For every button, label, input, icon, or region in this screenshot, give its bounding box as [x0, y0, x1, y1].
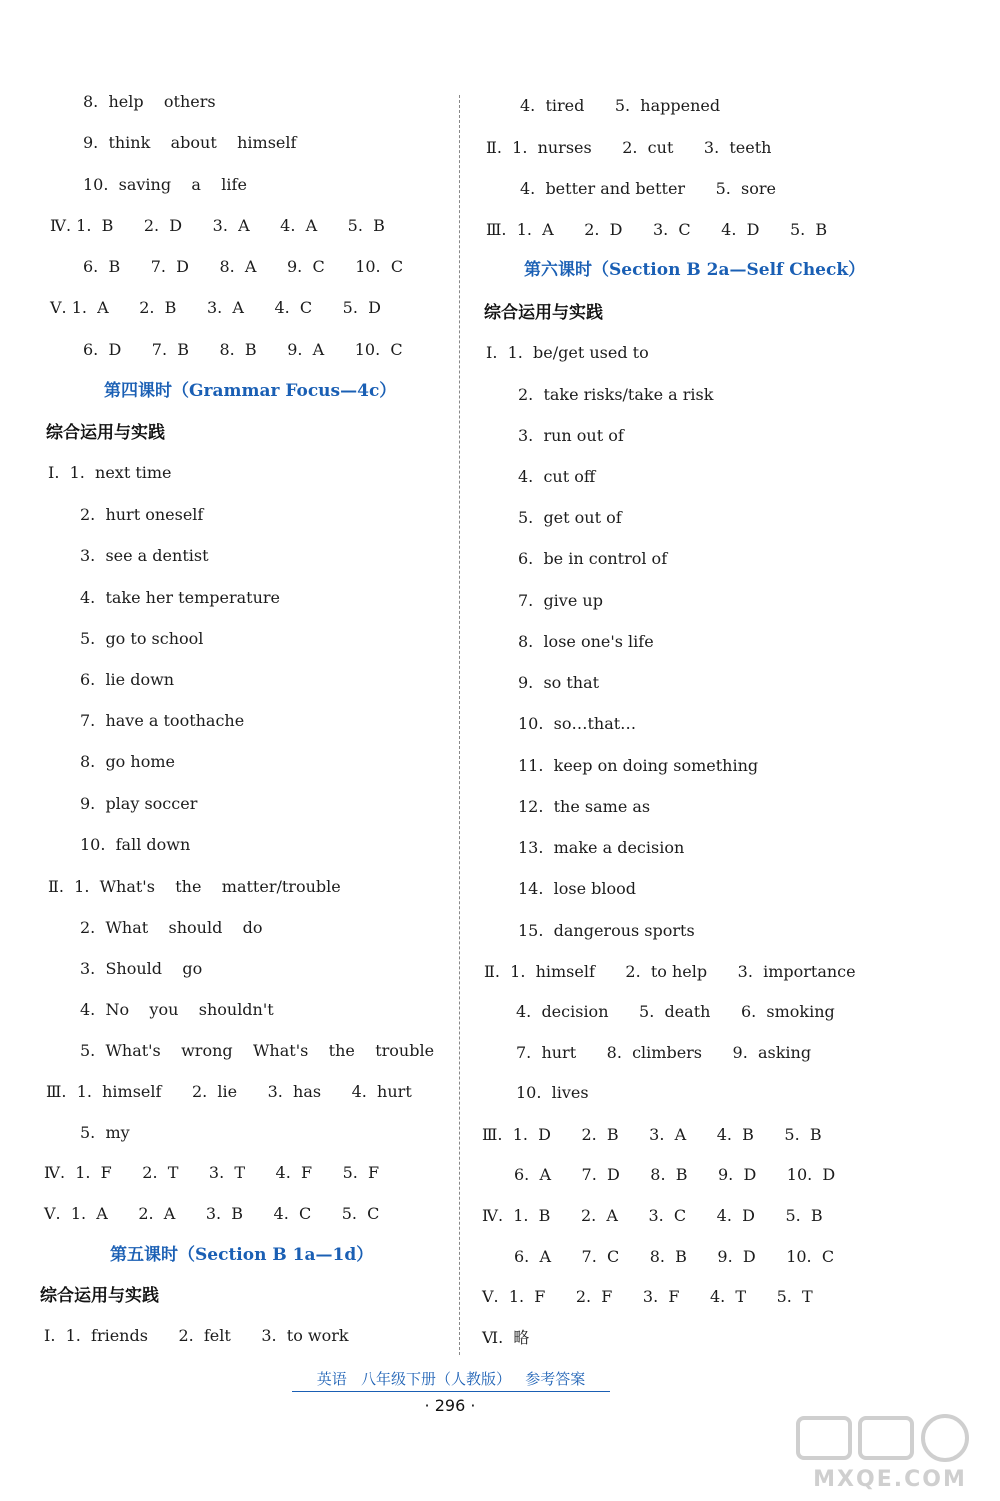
answer-line: Ⅴ. 1. A 2. B 3. A 4. C 5. D	[50, 298, 381, 317]
answer-line: Ⅱ. 1. What's the matter/trouble	[48, 877, 341, 896]
answer-line: Ⅱ. 1. nurses 2. cut 3. teeth	[486, 138, 772, 157]
answer-line: 13. make a decision	[518, 838, 685, 857]
answer-line: 3. Should go	[80, 959, 203, 978]
answer-line: 5. get out of	[518, 508, 622, 527]
answer-line: 8. help others	[83, 92, 216, 111]
answer-line: Ⅲ. 1. A 2. D 3. C 4. D 5. B	[486, 220, 828, 239]
answer-line: 14. lose blood	[518, 879, 636, 898]
subsection-heading: 综合运用与实践	[484, 303, 603, 323]
answer-line: 6. be in control of	[518, 549, 668, 568]
answer-line: 10. fall down	[80, 835, 191, 854]
answer-line: 2. What should do	[80, 918, 263, 937]
svg-text:MXQE.COM: MXQE.COM	[813, 1467, 967, 1492]
answer-line: 2. take risks/take a risk	[518, 385, 714, 404]
section-heading: 第六课时（Section B 2a—Self Check）	[524, 260, 866, 280]
section-heading: 第五课时（Section B 1a—1d）	[110, 1245, 374, 1265]
answer-line: 9. so that	[518, 673, 600, 692]
watermark-logo	[790, 1410, 990, 1495]
answer-line: 10. saving a life	[83, 175, 247, 194]
column-divider	[459, 95, 460, 1355]
answer-line: 7. give up	[518, 591, 603, 610]
answer-line: Ⅰ. 1. next time	[48, 463, 172, 482]
answer-line: 8. lose one's life	[518, 632, 654, 651]
answer-line: Ⅰ. 1. be/get used to	[486, 343, 649, 362]
answer-line: 12. the same as	[518, 797, 651, 816]
answer-line: 10. lives	[516, 1083, 589, 1102]
answer-line: 8. go home	[80, 752, 175, 771]
answer-line: 7. have a toothache	[80, 711, 245, 730]
answer-line: 4. tired 5. happened	[520, 96, 721, 115]
answer-line: Ⅲ. 1. D 2. B 3. A 4. B 5. B	[482, 1125, 822, 1144]
answer-line: 5. What's wrong What's the trouble	[80, 1041, 435, 1060]
page-number: · 296 ·	[424, 1396, 476, 1415]
answer-line: 4. decision 5. death 6. smoking	[516, 1002, 835, 1021]
page-footer: 英语 八年级下册（人教版） 参考答案	[292, 1368, 610, 1392]
answer-line: Ⅳ. 1. F 2. T 3. T 4. F 5. F	[44, 1163, 380, 1182]
answer-line: 5. go to school	[80, 629, 204, 648]
answer-line: Ⅳ. 1. B 2. D 3. A 4. A 5. B	[50, 216, 385, 235]
answer-line: 6. B 7. D 8. A 9. C 10. C	[83, 257, 404, 276]
answer-line: 15. dangerous sports	[518, 921, 695, 940]
answer-line: 5. my	[80, 1123, 130, 1142]
answer-line: Ⅱ. 1. himself 2. to help 3. importance	[484, 962, 856, 981]
answer-line: Ⅴ. 1. A 2. A 3. B 4. C 5. C	[44, 1204, 380, 1223]
answer-line: 11. keep on doing something	[518, 756, 759, 775]
subsection-heading: 综合运用与实践	[40, 1286, 159, 1306]
section-heading: 第四课时（Grammar Focus—4c）	[104, 381, 397, 401]
answer-line: 9. think about himself	[83, 133, 297, 152]
answer-line: 2. hurt oneself	[80, 505, 204, 524]
answer-line: Ⅴ. 1. F 2. F 3. F 4. T 5. T	[482, 1287, 813, 1306]
subsection-heading: 综合运用与实践	[46, 423, 165, 443]
answer-line: 6. A 7. C 8. B 9. D 10. C	[514, 1247, 835, 1266]
answer-line: 4. cut off	[518, 467, 596, 486]
answer-line: 4. better and better 5. sore	[520, 179, 776, 198]
answer-line: Ⅳ. 1. B 2. A 3. C 4. D 5. B	[482, 1206, 823, 1225]
answer-line: 3. run out of	[518, 426, 624, 445]
answer-line: 4. No you shouldn't	[80, 1000, 274, 1019]
answer-line: 7. hurt 8. climbers 9. asking	[516, 1043, 812, 1062]
answer-line: 6. A 7. D 8. B 9. D 10. D	[514, 1165, 836, 1184]
answer-line: Ⅵ. 略	[482, 1328, 530, 1347]
answer-line: 9. play soccer	[80, 794, 198, 813]
answer-line: 4. take her temperature	[80, 588, 280, 607]
answer-line: 10. so…that…	[518, 714, 637, 733]
answer-line: 6. lie down	[80, 670, 175, 689]
answer-line: Ⅲ. 1. himself 2. lie 3. has 4. hurt	[46, 1082, 412, 1101]
answer-line: 3. see a dentist	[80, 546, 209, 565]
answer-line: Ⅰ. 1. friends 2. felt 3. to work	[44, 1326, 349, 1345]
answer-line: 6. D 7. B 8. B 9. A 10. C	[83, 340, 403, 359]
